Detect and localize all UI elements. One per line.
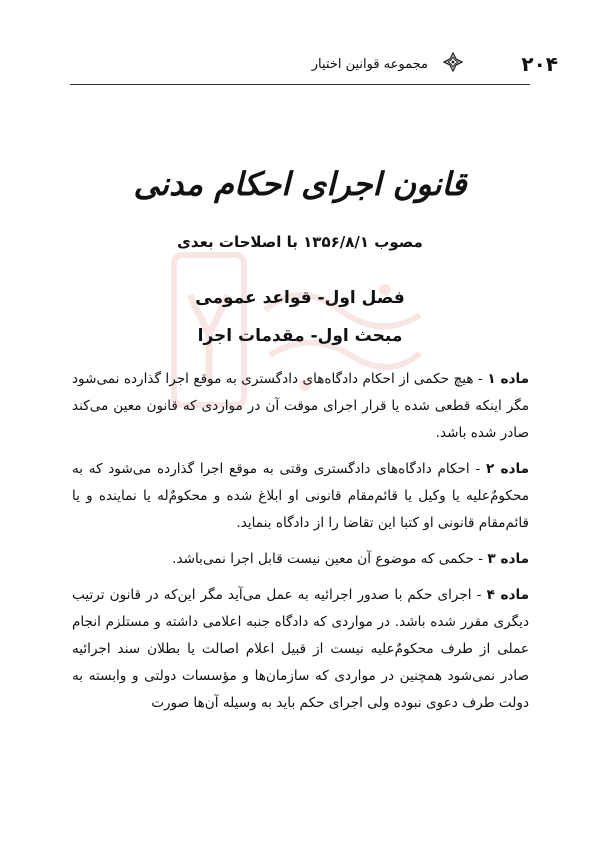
article-label: ماده ۴ — [486, 587, 529, 603]
page-number: ۲۰۴ — [521, 52, 558, 76]
law-title: قانون اجرای احکام مدنی — [133, 165, 467, 203]
article-text: - هیچ حکمی از احکام دادگاه‌های دادگستری به موقع اجرا گذارده نمی‌شود مگر اینکه قطعی شده یا قرار اجرای موقت آن در مواردی که قانون معین می‌کند صادر شده باشد. — [72, 371, 529, 441]
header-divider — [70, 84, 530, 85]
article-4 — [72, 582, 529, 717]
article-1 — [72, 366, 529, 447]
article-label: ماده ۳ — [487, 551, 529, 567]
running-header — [0, 0, 600, 84]
article-text: - حکمی که موضوع آن معین نیست قابل اجرا نمی‌باشد. — [172, 551, 484, 567]
article-text: - احکام دادگاه‌های دادگستری وقتی به موقع اجرا گذارده می‌شود که به محکومٌ‌علیه یا وکیل یا قائم‌مقام قانونی او ابلاغ شده و محکومٌ‌له یا نماینده و یا قائم‌مقام قانونی او کتبا این تقاضا را از دادگاه بنماید. — [72, 461, 529, 531]
diamond-ornament-icon — [443, 52, 463, 72]
articles-body — [72, 366, 529, 726]
law-subtitle: مصوب ۱۳۵۶/۸/۱ با اصلاحات بعدی — [177, 233, 423, 251]
article-label: ماده ۱ — [487, 371, 529, 387]
article-3 — [72, 546, 529, 573]
article-label: ماده ۲ — [486, 461, 529, 477]
chapter-heading: فصل اول- قواعد عمومی — [195, 288, 405, 308]
book-title: مجموعه قوانین اختیار — [311, 57, 428, 72]
section-heading: مبحث اول- مقدمات اجرا — [197, 326, 403, 346]
article-text: - اجرای حکم با صدور اجرائیه به عمل می‌آید مگر این‌که در قانون ترتیب دیگری مقرر شده باشد. در مواردی که دادگاه جنبه اعلامی داشته و مستلزم انجام عملی از طرف محکومٌ‌علیه نیست از قبیل اعلام اصالت یا بطلان سند اجرائیه صادر نمی‌شود همچنین در مواردی که سازمان‌ها و مؤسسات دولتی و وابسته به دولت طرف دعوی نبوده ولی اجرای حکم باید به وسیله آن‌ها صورت — [72, 587, 529, 711]
article-2 — [72, 456, 529, 537]
